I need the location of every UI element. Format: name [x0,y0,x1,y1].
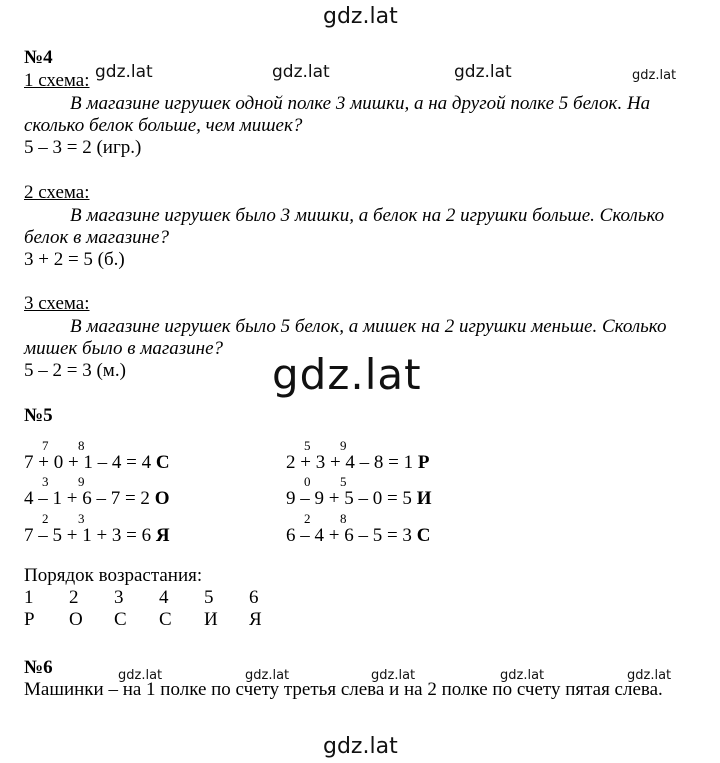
mark: 0 [304,474,311,489]
scheme2-text-line2: белок в магазине? [24,227,169,248]
scheme1-text-line1: В магазине игрушек одной полке 3 мишки, а на другой полке 5 белок. На [70,93,651,114]
mark: 3 [42,474,49,489]
task6-title: №6 [24,657,53,678]
mark: 8 [340,511,347,526]
watermark: gdz.lat [272,62,330,82]
scheme3-solution: 5 – 2 = 3 (м.) [24,360,126,381]
order-number: 6 [249,587,259,608]
equation: 7 – 5 + 1 + 3 = 6 Я [24,525,170,546]
order-number: 4 [159,587,169,608]
order-number: 5 [204,587,214,608]
mark: 7 [42,438,49,453]
order-number: 1 [24,587,34,608]
scheme3-label: 3 схема: [24,293,90,314]
mark: 8 [78,438,85,453]
scheme2-text-line1: В магазине игрушек было 3 мишки, а белок на 2 игрушки больше. Сколько [70,205,665,226]
order-numbers [24,587,294,609]
task4-title: №4 [24,47,53,68]
mark: 2 [304,511,311,526]
equation: 9 – 9 + 5 – 0 = 5 И [286,488,432,509]
equation: 4 – 1 + 6 – 7 = 2 О [24,488,170,509]
scheme2-solution: 3 + 2 = 5 (б.) [24,249,125,270]
watermark-large: gdz.lat [272,350,422,399]
scheme3-text-line2: мишек было в магазине? [24,338,224,359]
watermark: gdz.lat [454,62,512,82]
mark: 9 [340,438,347,453]
mark: 9 [78,474,85,489]
watermark: gdz.lat [371,668,416,683]
order-number: 2 [69,587,79,608]
order-letter: О [69,609,83,630]
watermark: gdz.lat [245,668,290,683]
watermark-bottom: gdz.lat [323,734,398,759]
scheme2-label: 2 схема: [24,182,90,203]
watermark-top: gdz.lat [323,4,398,29]
watermark: gdz.lat [500,668,545,683]
equation: 6 – 4 + 6 – 5 = 3 С [286,525,431,546]
task6-text: Машинки – на 1 полке по счету третья слева и на 2 полке по счету пятая слева. [24,679,663,700]
watermark: gdz.lat [627,668,672,683]
scheme3-text-line1: В магазине игрушек было 5 белок, а мишек на 2 игрушки меньше. Сколько [70,316,667,337]
order-letter: С [159,609,172,630]
order-number: 3 [114,587,124,608]
scheme1-text-line2: сколько белок больше, чем мишек? [24,115,303,136]
scheme1-solution: 5 – 3 = 2 (игр.) [24,137,142,158]
scheme1-label: 1 схема: [24,70,90,91]
order-label: Порядок возрастания: [24,565,203,586]
order-letter: Р [24,609,35,630]
task5-title: №5 [24,405,53,426]
order-letter: С [114,609,127,630]
order-letter: Я [249,609,262,630]
mark: 3 [78,511,85,526]
mark: 2 [42,511,49,526]
mark: 5 [340,474,347,489]
equation: 7 + 0 + 1 – 4 = 4 С [24,452,170,473]
order-letters [24,609,294,631]
mark: 5 [304,438,311,453]
order-letter: И [204,609,218,630]
watermark: gdz.lat [95,62,153,82]
watermark: gdz.lat [632,68,677,83]
equation: 2 + 3 + 4 – 8 = 1 Р [286,452,430,473]
watermark: gdz.lat [118,668,163,683]
